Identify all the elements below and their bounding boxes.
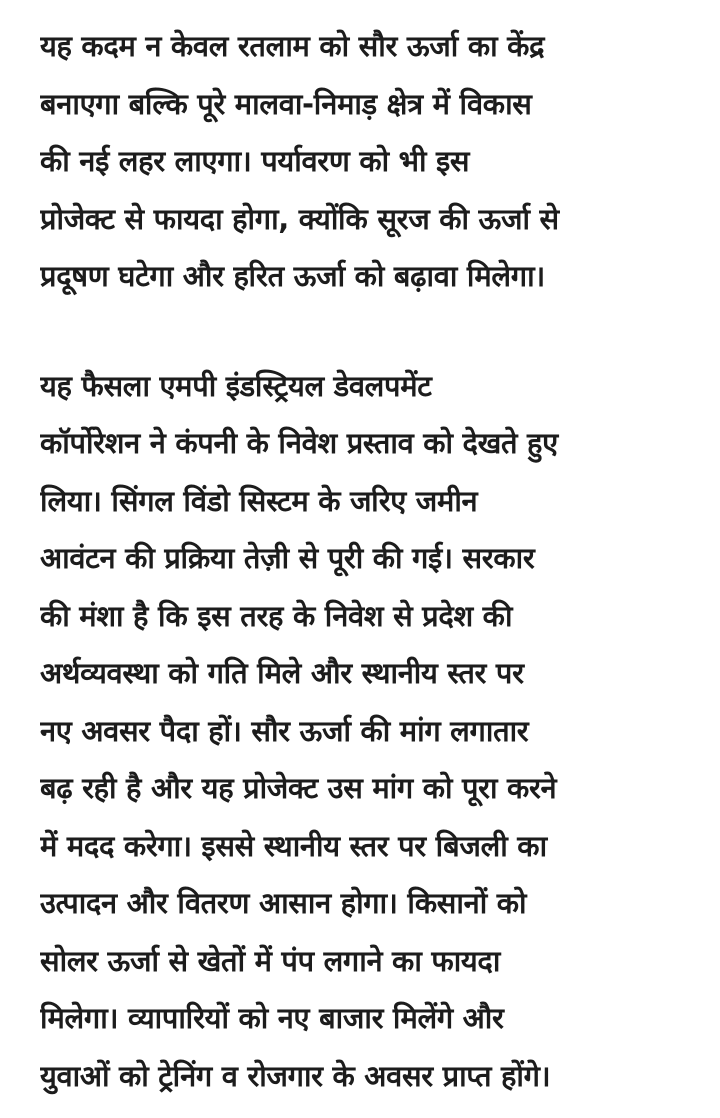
text-line: कॉर्पोरेशन ने कंपनी के निवेश प्रस्ताव को देखते हुए (40, 426, 558, 460)
text-line: में मदद करेगा। इससे स्थानीय स्तर पर बिजली का (40, 828, 547, 863)
text-line: बढ़ रही है और यह प्रोजेक्ट उस मांग को पूरा करने (40, 771, 557, 805)
text-line: बनाएगा बल्कि पूरे मालवा-निमाड़ क्षेत्र में विकास (40, 86, 532, 121)
paragraph-2 (40, 358, 700, 1106)
text-line: आवंटन की प्रक्रिया तेज़ी से पूरी की गई। सरकार (40, 541, 535, 575)
text-line: यह फैसला एमपी इंडस्ट्रियल डेवलपमेंट (40, 368, 432, 403)
text-line: उत्पादन और वितरण आसान होगा। किसानों को (40, 886, 527, 920)
text-line: लिया। सिंगल विंडो सिस्टम के जरिए जमीन (40, 483, 478, 518)
text-line: युवाओं को ट्रेनिंग व रोजगार के अवसर प्राप्त होंगे। (40, 1058, 551, 1093)
text-line: की नई लहर लाएगा। पर्यावरण को भी इस (40, 144, 470, 178)
paragraph-1 (40, 18, 700, 306)
article-body (40, 18, 700, 1105)
text-line: नए अवसर पैदा हों। सौर ऊर्जा की मांग लगातार (40, 713, 529, 748)
text-line: मिलेगा। व्यापारियों को नए बाजार मिलेंगे और (40, 1001, 504, 1035)
text-line: प्रोजेक्ट से फायदा होगा, क्योंकि सूरज की ऊर्जा से (40, 201, 559, 236)
text-line: यह कदम न केवल रतलाम को सौर ऊर्जा का केंद्र (40, 29, 545, 63)
text-line: अर्थव्यवस्था को गति मिले और स्थानीय स्तर पर (40, 656, 524, 690)
text-line: प्रदूषण घटेगा और हरित ऊर्जा को बढ़ावा मिलेगा। (40, 259, 545, 293)
text-line: की मंशा है कि इस तरह के निवेश से प्रदेश की (40, 598, 513, 633)
text-line: सोलर ऊर्जा से खेतों में पंप लगाने का फायदा (40, 943, 501, 978)
